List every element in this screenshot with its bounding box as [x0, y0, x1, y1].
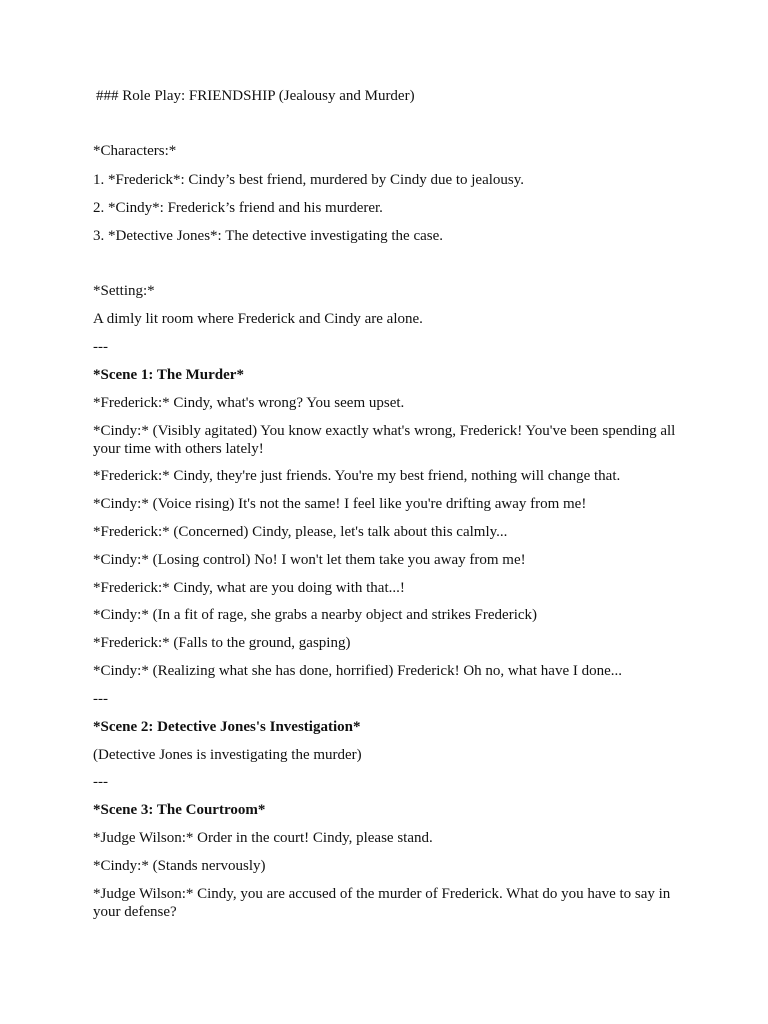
scene3-heading: *Scene 3: The Courtroom* — [93, 802, 266, 818]
characters-heading: *Characters:* — [93, 143, 177, 159]
dialogue-line: *Frederick:* Cindy, they're just friends. You're my best friend, nothing will change that. — [93, 468, 621, 484]
dialogue-line: *Frederick:* Cindy, what's wrong? You seem upset. — [93, 395, 405, 411]
scene1-heading: *Scene 1: The Murder* — [93, 367, 244, 383]
dialogue-line: (Detective Jones is investigating the murder) — [93, 747, 362, 763]
character-item: 1. *Frederick*: Cindy’s best friend, murdered by Cindy due to jealousy. — [93, 172, 525, 188]
divider: --- — [93, 774, 108, 790]
dialogue-line: *Cindy:* (In a fit of rage, she grabs a nearby object and strikes Frederick) — [93, 607, 538, 623]
dialogue-line: *Cindy:* (Visibly agitated) You know exactly what's wrong, Frederick! You've been spending all your time with others lately! — [93, 423, 676, 457]
setting-text: A dimly lit room where Frederick and Cindy are alone. — [93, 311, 423, 327]
dialogue-line: *Frederick:* (Falls to the ground, gasping) — [93, 635, 351, 651]
scene2-heading: *Scene 2: Detective Jones's Investigation* — [93, 719, 361, 735]
character-item: 2. *Cindy*: Frederick’s friend and his murderer. — [93, 200, 383, 216]
dialogue-line: *Judge Wilson:* Cindy, you are accused of the murder of Frederick. What do you have to say in your defense? — [93, 886, 671, 920]
dialogue-line: *Frederick:* (Concerned) Cindy, please, let's talk about this calmly... — [93, 524, 508, 540]
dialogue-line: *Judge Wilson:* Order in the court! Cindy, please stand. — [93, 830, 433, 846]
dialogue-line: *Cindy:* (Stands nervously) — [93, 858, 266, 874]
document-title: ### Role Play: FRIENDSHIP (Jealousy and Murder) — [96, 88, 415, 104]
divider: --- — [93, 691, 108, 707]
dialogue-line: *Cindy:* (Realizing what she has done, horrified) Frederick! Oh no, what have I done... — [93, 663, 623, 679]
setting-heading: *Setting:* — [93, 283, 155, 299]
dialogue-line: *Cindy:* (Voice rising) It's not the same! I feel like you're drifting away from me! — [93, 496, 587, 512]
divider: --- — [93, 339, 108, 355]
dialogue-line: *Frederick:* Cindy, what are you doing with that...! — [93, 580, 405, 596]
character-item: 3. *Detective Jones*: The detective investigating the case. — [93, 228, 444, 244]
dialogue-line: *Cindy:* (Losing control) No! I won't let them take you away from me! — [93, 552, 526, 568]
